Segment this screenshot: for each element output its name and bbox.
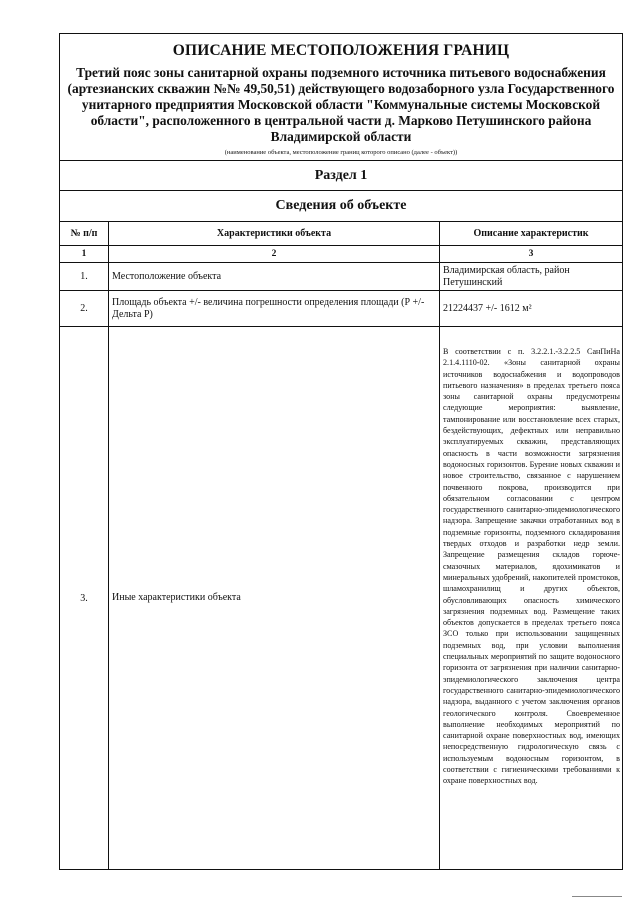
object-description-table bbox=[59, 33, 623, 870]
document-title: ОПИСАНИЕ МЕСТОПОЛОЖЕНИЯ ГРАНИЦ bbox=[172, 42, 510, 59]
document-subtitle: Третий пояс зоны санитарной охраны подземного источника питьевого водоснабжения (артезианских скважин №№ 49,50,51) действующего водозаборного узла Государственного унитарного предприятия Московской области "Коммунальные системы Московской области", расположенного в центральной части д. Марково Петушинского района Владимирской области bbox=[67, 65, 615, 144]
row-description: В соответствии с п. 3.2.2.1.-3.2.2.5 СанПиНа 2.1.4.1110-02. «Зоны санитарной охраны источников водоснабжения и водопроводов питьевого назначения» в пределах третьего пояса зоны санитарной охраны предусмотрены следующие мероприятия: выявление, тампонирование или восстановление всех старых, бездействующих, дефектных или неправильно эксплуатируемых скважин, представляющих опасность в части возможности загрязнения водоносных горизонтов. Бурение новых скважин и новое строительство, связанное с нарушением почвенного покрова, производится при обязательном согласовании с центром государственного санитарно-эпидемиологического надзора. Запрещение закачки отработанных вод в подземные горизонты, подземного складирования твердых отходов и разработки недр земли. Запрещение размещения складов горюче-смазочных материалов, ядохимикатов и минеральных удобрений, накопителей промстоков, шламохранилищ и других объектов, обусловливающих опасность химического загрязнения подземных вод. Размещение таких объектов допускается в пределах третьего пояса ЗСО только при использовании защищенных подземных вод, при условии выполнения специальных мероприятий по защите водоносного горизонта от загрязнения при наличии санитарно-эпидемиологического заключения центра государственного санитарно-эпидемиологического надзора, выданного с учетом заключения органов геологического контроля. Своевременное выполнение необходимых мероприятий по санитарной охране поверхностных вод, имеющих непосредственную гидрологическую связь с используемым водоносным горизонтом, в соответствии с гигиеническими требованиями к охране поверхностных вод. bbox=[443, 347, 620, 786]
header-row bbox=[60, 222, 623, 246]
row-description: 21224437 +/- 1612 м² bbox=[440, 291, 623, 327]
section-title: Сведения об объекте bbox=[60, 191, 623, 222]
row-number: 3. bbox=[60, 327, 109, 870]
title-row bbox=[60, 34, 623, 161]
row-number: 1. bbox=[60, 263, 109, 291]
table-row bbox=[60, 263, 623, 291]
column-number: 3 bbox=[440, 246, 623, 263]
row-description-text bbox=[440, 327, 623, 870]
section-title-row bbox=[60, 191, 623, 222]
header-characteristic: Характеристики объекта bbox=[109, 222, 440, 246]
table-row bbox=[60, 327, 623, 870]
row-description: Владимирская область, район Петушинский bbox=[440, 263, 623, 291]
section-heading: Раздел 1 bbox=[60, 161, 623, 191]
document-page bbox=[59, 33, 622, 870]
header-description: Описание характеристик bbox=[440, 222, 623, 246]
row-number: 2. bbox=[60, 291, 109, 327]
column-number: 1 bbox=[60, 246, 109, 263]
row-characteristic: Местоположение объекта bbox=[109, 263, 440, 291]
row-characteristic: Иные характеристики объекта bbox=[109, 327, 440, 870]
table-row bbox=[60, 291, 623, 327]
row-characteristic: Площадь объекта +/- величина погрешности определения площади (Р +/- Дельта Р) bbox=[109, 291, 440, 327]
title-cell bbox=[60, 34, 623, 161]
section-row bbox=[60, 161, 623, 191]
document-note: (наименование объекта, местоположение границ которого описано (далее - объект)) bbox=[224, 149, 458, 156]
column-number-row bbox=[60, 246, 623, 263]
column-number: 2 bbox=[109, 246, 440, 263]
header-number: № п/п bbox=[60, 222, 109, 246]
page-edge-mark bbox=[572, 896, 622, 897]
